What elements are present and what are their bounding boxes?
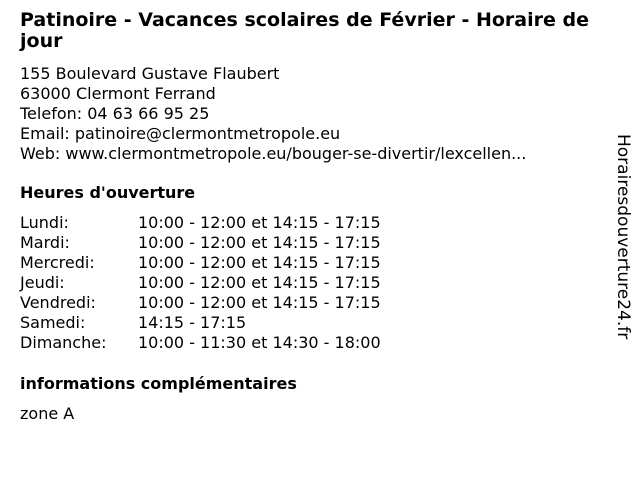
hours-day: Dimanche: — [20, 333, 107, 352]
hours-row — [20, 293, 381, 313]
hours-time: 10:00 - 12:00 et 14:15 - 17:15 — [138, 273, 381, 292]
hours-row — [20, 233, 381, 253]
phone-line: Telefon: 04 63 66 95 25 — [20, 104, 210, 123]
hours-table — [20, 213, 381, 353]
info-text: zone A — [20, 404, 75, 423]
hours-time: 14:15 - 17:15 — [138, 313, 247, 332]
hours-row — [20, 213, 381, 233]
hours-time: 10:00 - 11:30 et 14:30 - 18:00 — [138, 333, 381, 352]
hours-day: Samedi: — [20, 313, 86, 332]
hours-day: Jeudi: — [20, 273, 65, 292]
email-line: Email: patinoire@clermontmetropole.eu — [20, 124, 341, 143]
web-line: Web: www.clermontmetropole.eu/bouger-se-divertir/lexcellen... — [20, 144, 527, 163]
hours-row — [20, 273, 381, 293]
hours-row — [20, 313, 381, 333]
hours-time: 10:00 - 12:00 et 14:15 - 17:15 — [138, 213, 381, 232]
info-heading: informations complémentaires — [20, 374, 297, 393]
page-title: Patinoire - Vacances scolaires de Février - Horaire de jour — [20, 9, 589, 52]
site-watermark: Horairesdouverture24.fr — [613, 134, 633, 340]
hours-row — [20, 333, 381, 353]
hours-day: Lundi: — [20, 213, 69, 232]
contact-block — [20, 64, 526, 164]
hours-heading: Heures d'ouverture — [20, 183, 196, 202]
address-street: 155 Boulevard Gustave Flaubert — [20, 64, 280, 83]
hours-time: 10:00 - 12:00 et 14:15 - 17:15 — [138, 293, 381, 312]
address-city: 63000 Clermont Ferrand — [20, 84, 216, 103]
hours-time: 10:00 - 12:00 et 14:15 - 17:15 — [138, 253, 381, 272]
hours-day: Vendredi: — [20, 293, 96, 312]
hours-time: 10:00 - 12:00 et 14:15 - 17:15 — [138, 233, 381, 252]
hours-day: Mardi: — [20, 233, 70, 252]
hours-row — [20, 253, 381, 273]
hours-day: Mercredi: — [20, 253, 95, 272]
